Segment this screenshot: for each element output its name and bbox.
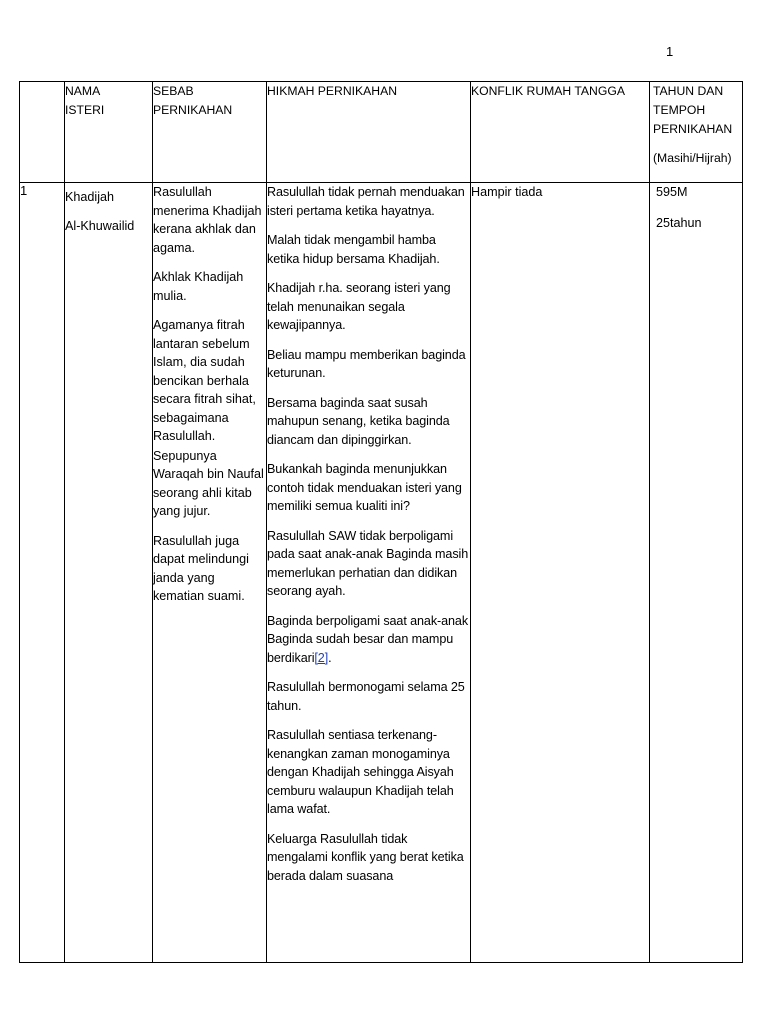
nama-cell: Khadijah Al-Khuwailid bbox=[65, 183, 153, 963]
header-nama-isteri: NAMA ISTERI bbox=[65, 82, 153, 183]
marriage-table bbox=[19, 81, 743, 963]
table-row bbox=[20, 183, 743, 963]
konflik-cell: Hampir tiada bbox=[471, 183, 650, 963]
header-hikmah-pernikahan: HIKMAH PERNIKAHAN bbox=[267, 82, 471, 183]
header-row bbox=[20, 82, 743, 183]
header-tahun-tempoh: TAHUN DAN TEMPOH PERNIKAHAN (Masihi/Hijrah) bbox=[650, 82, 743, 183]
hikmah-cell: Rasulullah tidak pernah menduakan isteri pertama ketika hayatnya. Malah tidak mengambil hamba ketika hidup bersama Khadijah. Khadijah r.ha. seorang isteri yang telah menunaikan segala kewajipannya. Beliau mampu memberikan baginda keturunan. Bersama baginda saat susah mahupun senang, ketika baginda diancam dan dipinggirkan. Bukankah baginda menunjukkan contoh tidak menduakan isteri yang memiliki semua kualiti ini? Rasulullah SAW tidak berpoligami pada saat anak-anak Baginda masih memerlukan perhatian dan didikan seorang ayah. Baginda berpoligami saat anak-anak Baginda sudah besar dan mampu berdikari[2]. Rasulullah bermonogami selama 25 tahun. Rasulullah sentiasa terkenang-kenangkan zaman monogaminya dengan Khadijah sehingga Aisyah cemburu walaupun Khadijah telah lama wafat. Keluarga Rasulullah tidak mengalami konflik yang berat ketika berada dalam suasana bbox=[267, 183, 471, 963]
page-number: 1 bbox=[666, 44, 674, 59]
tahun-cell: 595M 25tahun bbox=[650, 183, 743, 963]
header-number-cell bbox=[20, 82, 65, 183]
header-sebab-pernikahan: SEBAB PERNIKAHAN bbox=[153, 82, 267, 183]
footnote-link[interactable]: [2] bbox=[314, 650, 329, 665]
header-konflik-rumah-tangga: KONFLIK RUMAH TANGGA bbox=[471, 82, 650, 183]
row-number: 1 bbox=[20, 183, 65, 963]
hikmah-ref-paragraph: Baginda berpoligami saat anak-anak Baginda sudah besar dan mampu berdikari[2]. bbox=[267, 613, 469, 665]
sebab-cell: Rasulullah menerima Khadijah kerana akhlak dan agama. Akhlak Khadijah mulia. Agamanya fitrah lantaran sebelum Islam, dia sudah bencikan berhala secara fitrah sihat, sebagaimana Rasulullah. Sepupunya Waraqah bin Naufal seorang ahli kitab yang jujur. Rasulullah juga dapat melindungi janda yang kematian suami. bbox=[153, 183, 267, 963]
